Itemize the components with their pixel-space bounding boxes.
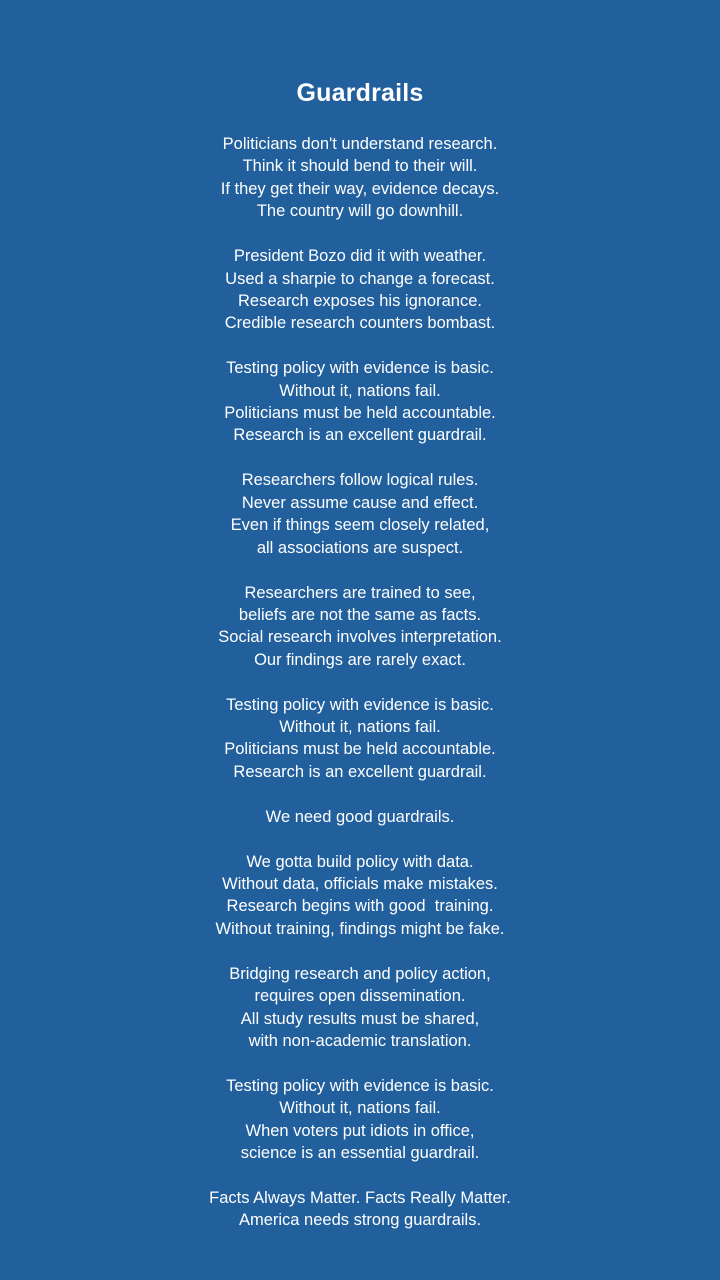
stanza <box>0 851 720 941</box>
poem-line: Used a sharpie to change a forecast. <box>225 269 495 288</box>
poem-line: President Bozo did it with weather. <box>233 247 487 266</box>
poem-line: Think it should bend to their will. <box>242 157 478 176</box>
poem-line: Research begins with good training. <box>226 897 494 916</box>
poem-line: We need good guardrails. <box>265 807 455 826</box>
poem-line: Politicians must be held accountable. <box>224 404 496 423</box>
poem-line: Politicians must be held accountable. <box>224 740 496 759</box>
stanza <box>0 469 720 559</box>
poem-line: America needs strong guardrails. <box>238 1211 482 1230</box>
poem-line: All study results must be shared, <box>240 1009 480 1028</box>
poem-line: Social research involves interpretation. <box>218 628 502 647</box>
poem-line: with non-academic translation. <box>248 1032 472 1050</box>
poem-line: requires open dissemination. <box>254 987 466 1006</box>
poem-line: Research exposes his ignorance. <box>238 291 482 310</box>
poem-line: If they get their way, evidence decays. <box>220 179 500 198</box>
poem-line: Without training, findings might be fake. <box>215 919 505 938</box>
poem-line: Testing policy with evidence is basic. <box>226 1076 494 1095</box>
poem-line: Researchers follow logical rules. <box>241 471 479 490</box>
poem-line: Research is an excellent guardrail. <box>233 762 487 781</box>
stanza <box>0 1075 720 1165</box>
poem-line: Without it, nations fail. <box>279 718 441 737</box>
poem-line: The country will go downhill. <box>256 202 464 221</box>
poem-line: Without data, officials make mistakes. <box>222 875 498 894</box>
poem-line: Credible research counters bombast. <box>224 314 496 333</box>
stanza <box>0 245 720 335</box>
poem-line: Facts Always Matter. Facts Really Matter. <box>209 1189 511 1208</box>
stanza <box>0 1187 720 1232</box>
poem-line: Never assume cause and effect. <box>241 493 479 512</box>
poem-line: Research is an excellent guardrail. <box>233 426 487 445</box>
poem-line: Researchers are trained to see, <box>244 583 476 602</box>
poem-line: Bridging research and policy action, <box>229 964 491 983</box>
poem-line: We gotta build policy with data. <box>246 852 474 871</box>
stanza <box>0 963 720 1053</box>
poem-line: Without it, nations fail. <box>279 381 441 400</box>
poem-line: Politicians don't understand research. <box>222 135 498 153</box>
stanza <box>0 133 720 223</box>
stanza <box>0 806 720 828</box>
poem-line: Without it, nations fail. <box>279 1099 441 1118</box>
poem-body <box>0 133 720 1254</box>
stanza <box>0 694 720 784</box>
poem-line: science is an essential guardrail. <box>240 1144 480 1163</box>
poem-title: Guardrails <box>296 79 424 107</box>
poem-line: Testing policy with evidence is basic. <box>226 359 494 378</box>
poem-line: Even if things seem closely related, <box>230 516 490 535</box>
poem-line: When voters put idiots in office, <box>245 1121 475 1140</box>
poem-line: all associations are suspect. <box>256 538 464 557</box>
stanza <box>0 582 720 672</box>
poem-line: Testing policy with evidence is basic. <box>226 695 494 714</box>
poem-line: beliefs are not the same as facts. <box>238 605 482 624</box>
poem-line: Our findings are rarely exact. <box>254 650 466 669</box>
stanza <box>0 357 720 447</box>
